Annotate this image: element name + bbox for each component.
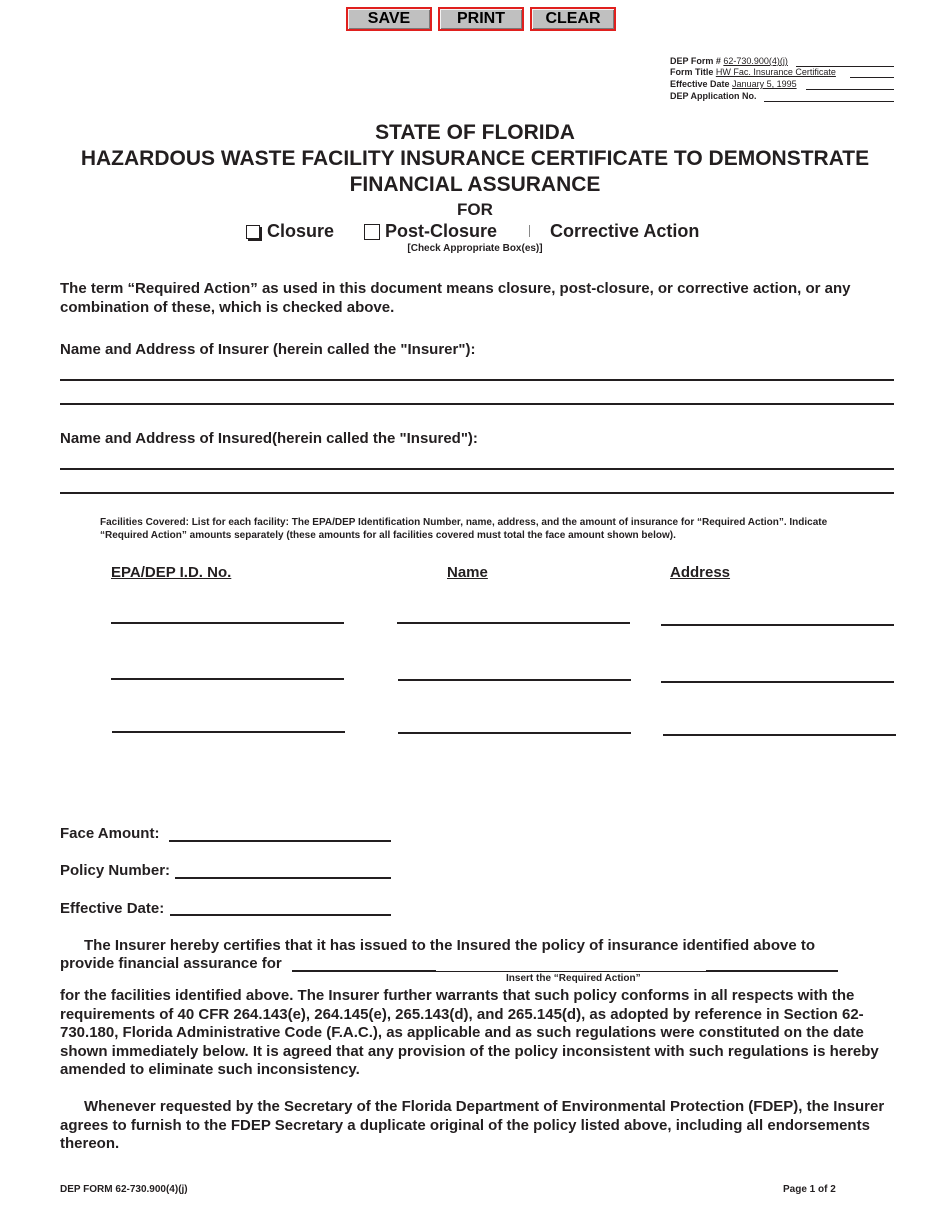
insert-required-action-caption: Insert the “Required Action” [506, 973, 641, 984]
facility-2-name-field[interactable] [398, 679, 631, 681]
closure-checkbox[interactable] [246, 225, 260, 239]
column-address: Address [670, 564, 731, 581]
policy-number-field[interactable] [175, 877, 391, 879]
insured-label: Name and Address of Insured(herein called the "Insured"): [60, 430, 478, 447]
form-number-row [670, 56, 894, 67]
facility-2-id-field[interactable] [111, 678, 344, 680]
form-heading-line2: FINANCIAL ASSURANCE [349, 173, 601, 196]
clear-button[interactable]: CLEAR [530, 7, 616, 31]
effective-date-row [670, 79, 894, 90]
policy-number-label: Policy Number: [60, 862, 171, 879]
column-epa-id: EPA/DEP I.D. No. [111, 564, 232, 581]
form-number-label: DEP Form # [670, 56, 721, 66]
form-title-value: HW Fac. Insurance Certificate [715, 67, 836, 77]
facility-1-name-field[interactable] [397, 622, 630, 624]
insurer-address-line-1[interactable] [60, 379, 894, 381]
face-amount-label: Face Amount: [60, 825, 160, 842]
application-number-row [670, 91, 894, 102]
insurer-address-line-2[interactable] [60, 403, 894, 405]
required-action-definition: The term “Required Action” as used in this document means closure, post-closure, or corrective action, or any combination of these, which is checked above. [60, 280, 851, 316]
closure-label: Closure [267, 221, 335, 241]
column-name: Name [447, 564, 488, 581]
form-heading-line1: HAZARDOUS WASTE FACILITY INSURANCE CERTIFICATE TO DEMONSTRATE [80, 147, 870, 170]
facility-1-address-field[interactable] [661, 624, 894, 626]
facility-2-address-field[interactable] [661, 681, 894, 683]
footer-page-number: Page 1 of 2 [783, 1184, 836, 1195]
for-label: FOR [457, 200, 493, 219]
corrective-action-label: Corrective Action [550, 221, 700, 241]
effective-date-value: January 5, 1995 [732, 79, 797, 89]
certify-paragraph: for the facilities identified above. The Insurer further warrants that such policy conforms in all respects with the requirements of 40 CFR 264.143(e), 264.145(e), 265.143(d), and 265.145(d), as adopted by reference in Section 62-730.180, Florida Administrative Code (F.A.C.), as applicable and as such regulations were constituted on the date shown immediately below. It is agreed that any provision of the policy inconsistent with such regulations is hereby amended to eliminate such inconsistency. [60, 987, 879, 1078]
certify-line-1: The Insurer hereby certifies that it has issued to the Insured the policy of insurance identified above to [84, 937, 815, 954]
facilities-covered-note: Facilities Covered: List for each facility: The EPA/DEP Identification Number, name, address, and the amount of insurance for “Required Action”. Indicate “Required Action” amounts separately (these amounts for all facilities covered must total the face amount shown below). [100, 517, 828, 541]
face-amount-field[interactable] [169, 840, 391, 842]
facility-3-name-field[interactable] [398, 732, 631, 734]
print-button[interactable]: PRINT [438, 7, 524, 31]
facility-3-id-field[interactable] [112, 731, 345, 733]
facility-3-address-field[interactable] [663, 734, 896, 736]
required-action-field-end[interactable] [706, 970, 838, 972]
save-button[interactable]: SAVE [346, 7, 432, 31]
check-note: [Check Appropriate Box(es)] [407, 243, 543, 254]
form-number-value: 62-730.900(4)(j) [723, 56, 788, 66]
insured-address-line-1[interactable] [60, 468, 894, 470]
insured-address-line-2[interactable] [60, 492, 894, 494]
fdep-paragraph: Whenever requested by the Secretary of the Florida Department of Environmental Protection (FDEP), the Insurer agrees to furnish to the FDEP Secretary a duplicate original of the policy listed above, including all endorsements thereon. [60, 1098, 885, 1152]
post-closure-label: Post-Closure [385, 221, 498, 241]
effective-date-label: Effective Date [670, 79, 730, 89]
post-closure-checkbox[interactable] [364, 224, 380, 240]
required-action-field-underline [436, 971, 706, 972]
effective-date-label: Effective Date: [60, 900, 165, 917]
footer-form-id: DEP FORM 62-730.900(4)(j) [60, 1184, 188, 1195]
insurer-label: Name and Address of Insurer (herein called the "Insurer"): [60, 341, 476, 358]
certify-line-2: provide financial assurance for [60, 955, 282, 972]
effective-date-field[interactable] [170, 914, 391, 916]
application-number-field[interactable] [764, 101, 894, 102]
form-title-label: Form Title [670, 67, 714, 77]
state-title: STATE OF FLORIDA [375, 121, 575, 144]
form-title-row [670, 67, 894, 78]
facility-1-id-field[interactable] [111, 622, 344, 624]
application-number-label: DEP Application No. [670, 91, 757, 101]
corrective-action-checkbox[interactable] [529, 225, 530, 237]
required-action-field[interactable] [292, 970, 436, 972]
